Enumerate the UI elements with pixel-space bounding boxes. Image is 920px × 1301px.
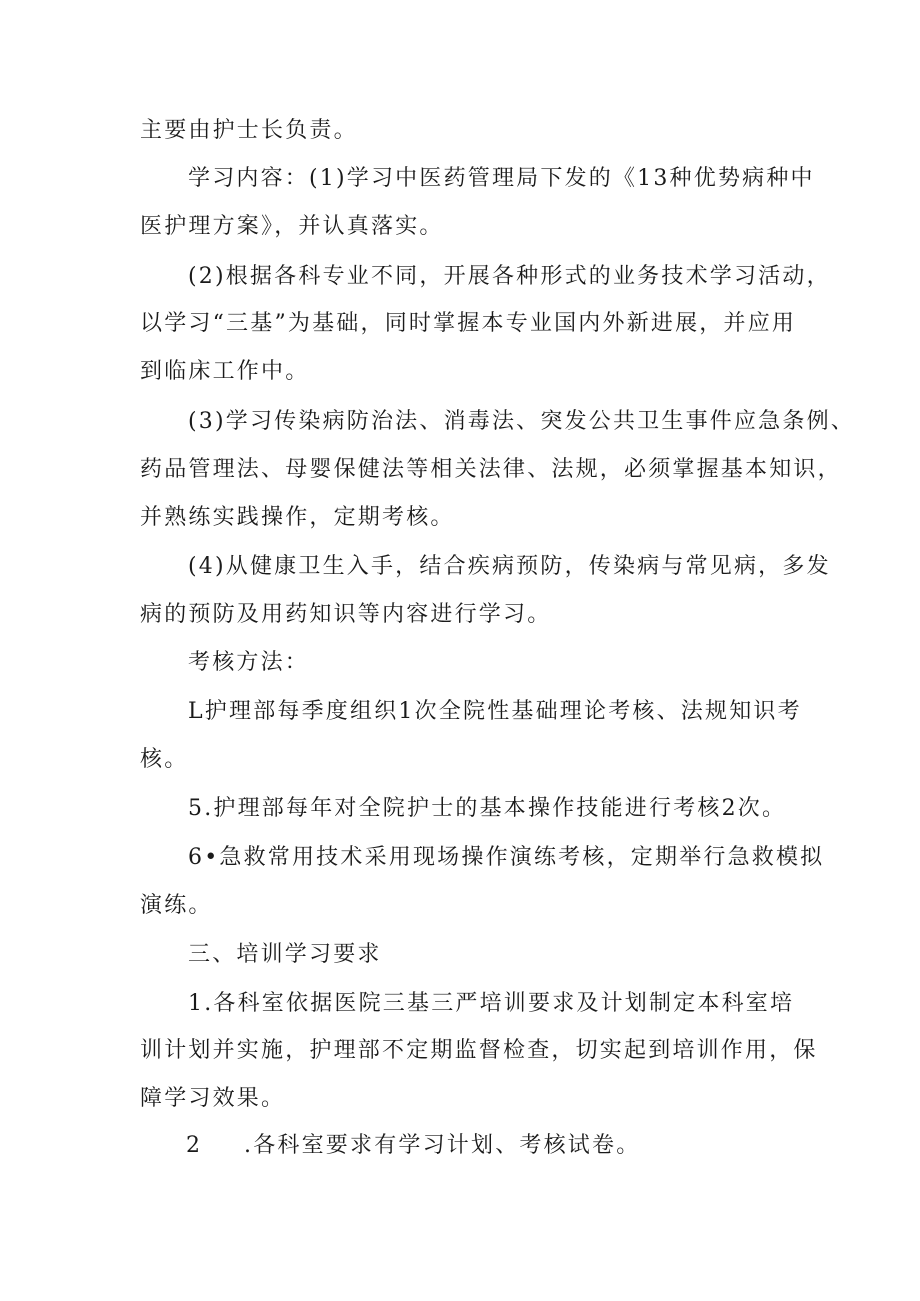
study-item-3-line: (3)学习传染病防治法、消毒法、突发公共卫生事件应急条例、	[188, 409, 855, 434]
study-item-2-line: (2)根据各科专业不同，开展各种形式的业务技术学习活动，	[188, 264, 831, 289]
paragraph-line: 并熟练实践操作，定期考核。	[140, 505, 455, 530]
assessment-heading: 考核方法：	[188, 650, 310, 675]
paragraph-line: 主要由护士长负责。	[140, 118, 358, 143]
section-heading: 三、培训学习要求	[188, 942, 382, 967]
paragraph-line: 以学习“三基”为基础，同时掌握本专业国内外新进展，并应用	[140, 311, 797, 336]
study-content-line: 学习内容：(1)学习中医药管理局下发的《13种优势病种中	[188, 166, 815, 191]
requirement-item-2-number: 2	[186, 1133, 203, 1158]
paragraph-line: 障学习效果。	[140, 1086, 286, 1111]
paragraph-line: 训计划并实施，护理部不定期监督检查，切实起到培训作用，保	[140, 1038, 818, 1063]
requirement-item-2-text: .各科室要求有学习计划、考核试卷。	[244, 1133, 641, 1158]
paragraph-line: 医护理方案》，并认真落实。	[140, 214, 444, 239]
study-item-4-line: (4)从健康卫生入手，结合疾病预防，传染病与常见病，多发	[188, 554, 831, 579]
assessment-item-5-line: 5.护理部每年对全院护士的基本操作技能进行考核2次。	[188, 796, 787, 821]
paragraph-line: 核。	[140, 747, 189, 772]
paragraph-line: 药品管理法、母婴保健法等相关法律、法规，必须掌握基本知识，	[140, 457, 842, 482]
assessment-item-6-line: 6•急救常用技术采用现场操作演练考核，定期举行急救模拟	[188, 845, 825, 870]
paragraph-line: 演练。	[140, 893, 213, 918]
requirement-item-1-line: 1.各科室依据医院三基三严培训要求及计划制定本科室培	[188, 991, 795, 1016]
assessment-item-1-line: L护理部每季度组织1次全院性基础理论考核、法规知识考	[188, 699, 802, 724]
paragraph-line: 病的预防及用药知识等内容进行学习。	[140, 602, 552, 627]
paragraph-line: 到临床工作中。	[140, 359, 310, 384]
